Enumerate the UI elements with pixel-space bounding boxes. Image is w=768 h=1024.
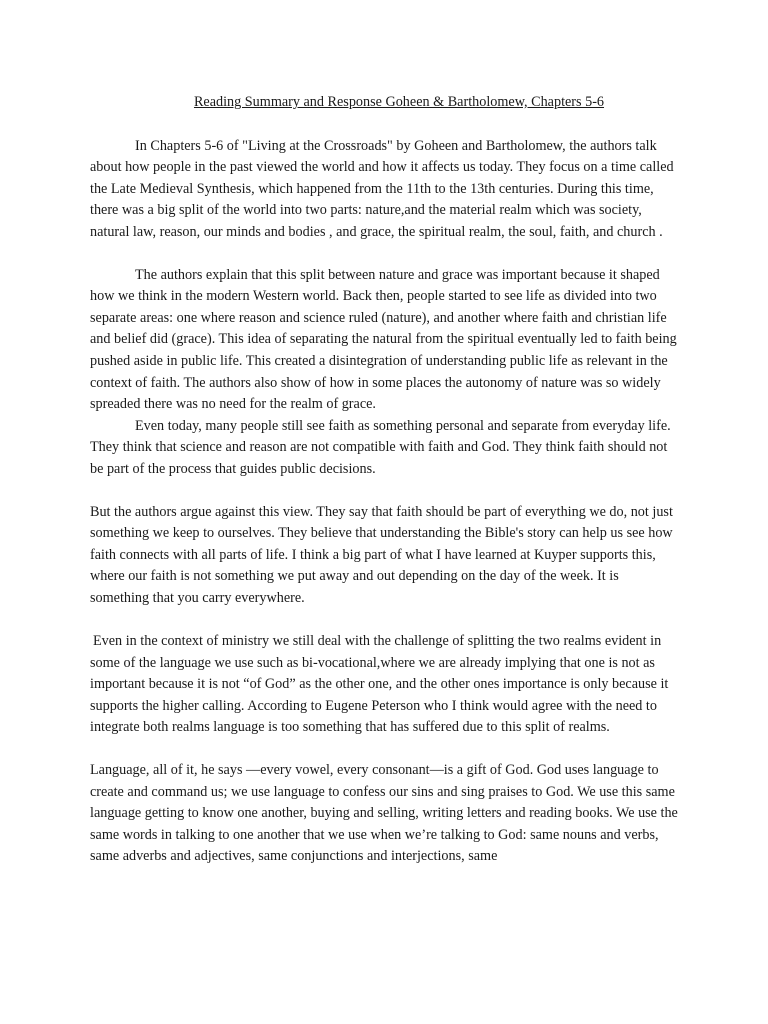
document-body <box>90 92 678 868</box>
paragraph-1: In Chapters 5-6 of "Living at the Crossroads" by Goheen and Bartholomew, the authors talk about how people in the past viewed the world and how it affects us today. They focus on a time called the Late Medieval Synthesis, which happened from the 11th to the 13th centuries. During this time, there was a big split of the world into two parts: nature,and the material realm which was society, natural law, reason, our minds and bodies , and grace, the spiritual realm, the soul, faith, and church . <box>90 137 674 240</box>
paragraph-5: Even in the context of ministry we still deal with the challenge of splitting the two realms evident in some of the language we use such as bi-vocational,where we are already implying that one is not as important because it is not “of God” as the other one, and the other ones importance is only because it supports the higher calling. According to Eugene Peterson who I think would agree with the need to integrate both realms language is too something that has suffered due to this split of realms. <box>90 632 669 736</box>
document-title: Reading Summary and Response Goheen & Bartholomew, Chapters 5-6 <box>193 94 605 110</box>
paragraph-6: Language, all of it, he says —every vowel, every consonant—is a gift of God. God uses language to create and command us; we use language to confess our sins and sing praises to God. We use this same language getting to know one another, buying and selling, writing letters and reading books. We use the same words in talking to one another that we use when we’re talking to God: same nouns and verbs, same adverbs and adjectives, same conjunctions and interjections, same <box>90 762 678 865</box>
page-bottom-fade <box>0 960 768 1024</box>
paragraph-3: Even today, many people still see faith as something personal and separate from everyday life. They think that science and reason are not compatible with faith and God. They think faith should not be part of the process that guides public decisions. <box>90 417 671 477</box>
paragraph-4: But the authors argue against this view. They say that faith should be part of everything we do, not just something we keep to ourselves. They believe that understanding the Bible's story can help us see how faith connects with all parts of life. I think a big part of what I have learned at Kuyper supports this, where our faith is not something we put away and out depending on the day of the week. It is something that you carry everywhere. <box>90 503 673 606</box>
paragraph-2: The authors explain that this split between nature and grace was important because it shaped how we think in the modern Western world. Back then, people started to see life as divided into two separate areas: one where reason and science ruled (nature), and another where faith and christian life and belief did (grace). This idea of separating the natural from the spiritual eventually led to faith being pushed aside in public life. This created a disintegration of understanding public life as relevant in the context of faith. The authors also show of how in some places the autonomy of nature was so widely spreaded there was no need for the realm of grace. <box>90 266 677 413</box>
